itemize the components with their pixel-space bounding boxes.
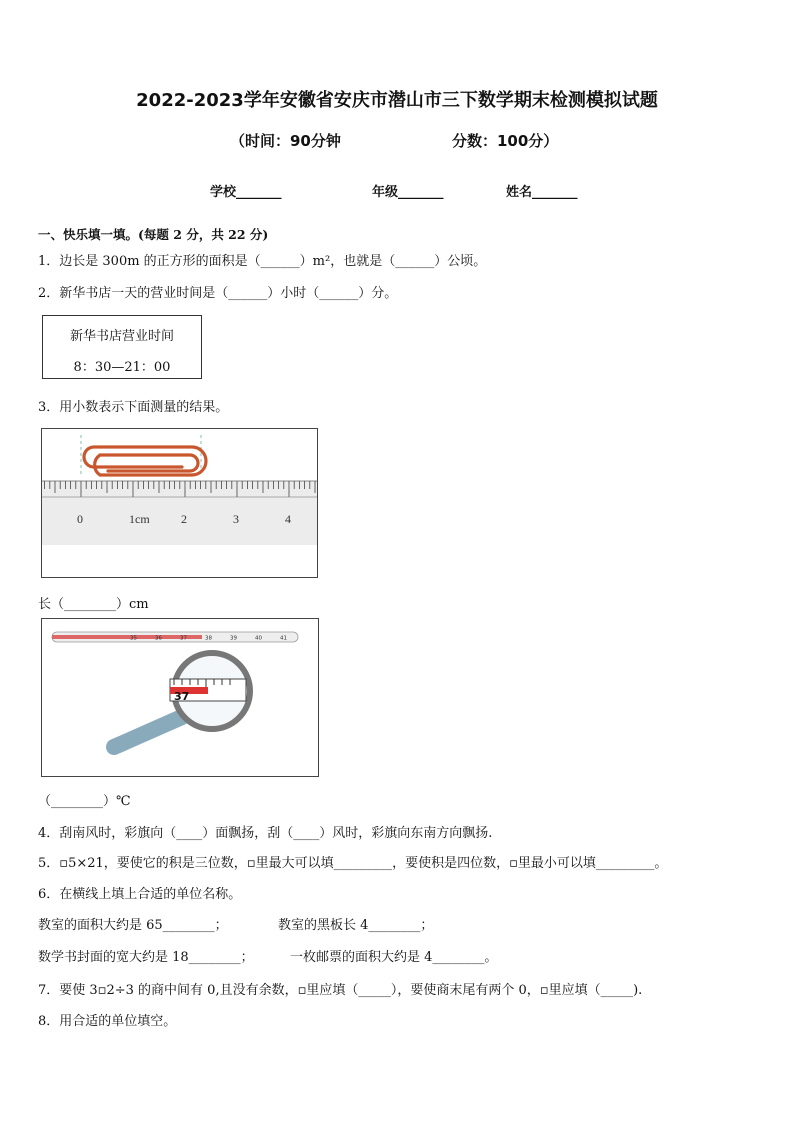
paperclip-icon	[84, 447, 206, 475]
thermometer-scale-label: 37	[180, 635, 187, 642]
name-field: 姓名_______	[506, 185, 578, 200]
ruler-figure	[41, 428, 318, 578]
question-6: 6．在横线上填上合适的单位名称。	[38, 887, 242, 902]
thermometer-scale-label: 36	[155, 635, 162, 642]
question-4: 4．刮南风时，彩旗向（____）面飘扬，刮（____）风时，彩旗向东南方向飘扬.	[38, 826, 493, 841]
question-6-b: 教室的黑板长 4________；	[278, 918, 434, 933]
hours-box-title: 新华书店营业时间	[69, 329, 174, 344]
ruler-label: 3	[233, 512, 239, 526]
exam-time: （时间：90分钟	[230, 132, 341, 150]
thermometer-magnifier-image	[42, 619, 318, 776]
question-3-answer-2: （________）℃	[38, 794, 131, 809]
exam-score: 分数：100分）	[452, 132, 559, 150]
ruler-label: 0	[77, 512, 83, 526]
question-5: 5．▫5×21，要使它的积是三位数，▫里最大可以填_________，要使积是四位数，▫里最小可以填_________。	[38, 856, 668, 871]
thermometer-scale-label: 39	[230, 635, 237, 642]
section-heading: 一、快乐填一填。(每题 2 分，共 22 分)	[38, 227, 269, 242]
thermometer-scale-label: 35	[130, 635, 137, 642]
question-7: 7．要使 3▫2÷3 的商中间有 0,且没有余数，▫里应填（_____），要使商末尾有两个 0，▫里应填（_____).	[38, 983, 643, 998]
question-2: 2．新华书店一天的营业时间是（______）小时（______）分。	[38, 286, 398, 301]
svg-text:37: 37	[174, 690, 190, 703]
question-6-d: 一枚邮票的面积大约是 4________。	[290, 950, 498, 965]
page-title: 2022-2023学年安徽省安庆市潜山市三下数学期末检测模拟试题	[136, 90, 658, 111]
thermometer-figure	[41, 618, 319, 777]
question-6-a: 教室的面积大约是 65________；	[38, 918, 228, 933]
school-field: 学校_______	[210, 185, 282, 200]
question-3: 3．用小数表示下面测量的结果。	[38, 400, 229, 415]
ruler-paperclip-image	[42, 429, 317, 577]
ruler-label: 1cm	[129, 512, 150, 526]
question-8: 8．用合适的单位填空。	[38, 1014, 177, 1029]
ruler-label: 2	[181, 512, 187, 526]
hours-box-time: 8：30—21：00	[73, 360, 171, 375]
ruler-label: 4	[285, 512, 291, 526]
thermometer-scale-label: 41	[280, 635, 287, 642]
question-1: 1．边长是 300m 的正方形的面积是（______）m²，也就是（______）公顷。	[38, 254, 487, 269]
grade-field: 年级_______	[372, 185, 444, 200]
question-3-answer-1: 长（________）cm	[38, 597, 149, 612]
thermometer-scale-label: 38	[205, 635, 212, 642]
hours-box	[42, 315, 202, 379]
thermometer-scale-label: 40	[255, 635, 262, 642]
question-6-c: 数学书封面的宽大约是 18________；	[38, 950, 254, 965]
